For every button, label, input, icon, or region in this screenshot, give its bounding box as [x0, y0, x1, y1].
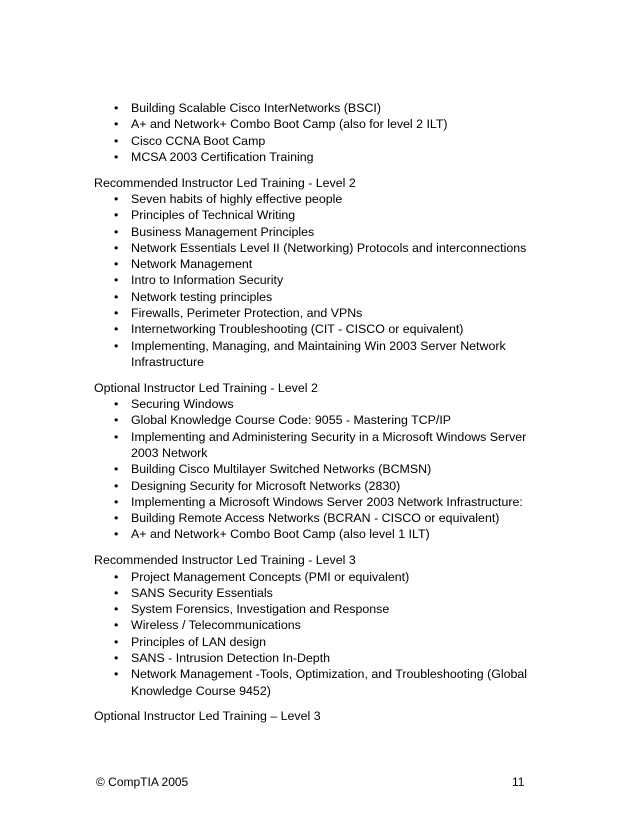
intro-bullet-list — [94, 100, 544, 165]
bullet-icon: • — [114, 306, 119, 321]
bullet-icon: • — [114, 478, 119, 493]
list-item-text: Implementing a Microsoft Windows Server 2003 Network Infrastructure: — [131, 494, 523, 509]
list-item-text: MCSA 2003 Certification Training — [131, 149, 314, 164]
bullet-icon: • — [114, 338, 119, 353]
list-item-text: Building Remote Access Networks (BCRAN - CISCO or equivalent) — [131, 511, 500, 526]
training-section — [94, 175, 544, 371]
list-item-text: Project Management Concepts (PMI or equivalent) — [131, 569, 410, 584]
bullet-icon: • — [114, 273, 119, 288]
sections-container — [94, 175, 544, 725]
bullet-icon: • — [114, 527, 119, 542]
training-section — [94, 708, 544, 724]
list-item-text: Network Management -Tools, Optimization, and Troubleshooting (Global Knowledge Course 9452) — [131, 667, 528, 698]
section-bullet-list — [94, 569, 544, 699]
page-content — [94, 100, 544, 725]
bullet-icon: • — [114, 651, 119, 665]
section-heading: Recommended Instructor Led Training - Level 2 — [94, 175, 356, 190]
list-item — [94, 494, 544, 510]
list-item-text: Designing Security for Microsoft Networks (2830) — [131, 478, 401, 493]
section-heading: Optional Instructor Led Training - Level 2 — [94, 380, 318, 395]
bullet-icon: • — [114, 191, 119, 206]
bullet-icon: • — [114, 569, 119, 584]
list-item — [94, 321, 544, 337]
bullet-icon: • — [114, 397, 119, 412]
list-item-text: Principles of LAN design — [131, 634, 266, 649]
list-item-text: Cisco CCNA Boot Camp — [131, 133, 266, 148]
bullet-icon: • — [114, 618, 119, 633]
list-item-text: A+ and Network+ Combo Boot Camp (also level 1 ILT) — [131, 527, 430, 542]
list-item — [94, 191, 544, 207]
list-item — [94, 478, 544, 494]
list-item — [94, 133, 544, 149]
list-item — [94, 585, 544, 601]
list-item — [94, 272, 544, 288]
bullet-icon: • — [114, 208, 119, 223]
list-item — [94, 256, 544, 272]
list-item-text: Internetworking Troubleshooting (CIT - CISCO or equivalent) — [131, 322, 464, 337]
list-item — [94, 224, 544, 240]
bullet-icon: • — [114, 322, 119, 337]
bullet-icon: • — [114, 413, 119, 428]
list-item-text: Wireless / Telecommunications — [131, 618, 301, 633]
bullet-icon: • — [114, 511, 119, 526]
footer-page-number: 11 — [512, 775, 525, 789]
list-item — [94, 526, 544, 542]
training-section — [94, 552, 544, 699]
bullet-icon: • — [114, 240, 119, 255]
bullet-icon: • — [114, 149, 119, 164]
list-item-text: Business Management Principles — [131, 224, 315, 239]
list-item-text: Network Essentials Level II (Networking) Protocols and interconnections — [131, 240, 527, 255]
list-item-text: Intro to Information Security — [131, 273, 284, 288]
list-item — [94, 510, 544, 526]
list-item — [94, 305, 544, 321]
list-item — [94, 429, 544, 462]
bullet-icon: • — [114, 429, 119, 444]
bullet-icon: • — [114, 602, 119, 617]
section-heading: Recommended Instructor Led Training - Level 3 — [94, 553, 356, 568]
footer-copyright: © CompTIA 2005 — [96, 775, 189, 789]
list-item — [94, 240, 544, 256]
section-bullet-list — [94, 396, 544, 543]
list-item — [94, 396, 544, 412]
bullet-icon: • — [114, 634, 119, 649]
list-item — [94, 569, 544, 585]
bullet-icon: • — [114, 133, 119, 148]
list-item — [94, 461, 544, 477]
list-item — [94, 601, 544, 617]
bullet-icon: • — [114, 667, 119, 682]
bullet-icon: • — [114, 494, 119, 509]
list-item — [94, 149, 544, 165]
list-item — [94, 116, 544, 132]
list-item-text: Implementing and Administering Security in a Microsoft Windows Server 2003 Network — [131, 429, 527, 460]
list-item — [94, 338, 544, 371]
section-heading: Optional Instructor Led Training – Level 3 — [94, 709, 321, 724]
list-item-text: Global Knowledge Course Code: 9055 - Mastering TCP/IP — [131, 413, 452, 428]
training-section — [94, 380, 544, 543]
list-item-text: SANS - Intrusion Detection In-Depth — [131, 651, 331, 665]
list-item-text: Implementing, Managing, and Maintaining Win 2003 Server Network Infrastructure — [131, 338, 506, 369]
list-item-text: Building Cisco Multilayer Switched Networks (BCMSN) — [131, 462, 432, 477]
bullet-icon: • — [114, 289, 119, 304]
list-item-text: Network Management — [131, 257, 253, 272]
list-item — [94, 412, 544, 428]
bullet-icon: • — [114, 257, 119, 272]
list-item-text: Securing Windows — [131, 397, 234, 412]
list-item — [94, 650, 544, 666]
bullet-icon: • — [114, 224, 119, 239]
list-item — [94, 617, 544, 633]
list-item-text: Principles of Technical Writing — [131, 208, 296, 223]
list-item — [94, 100, 544, 116]
list-item-text: A+ and Network+ Combo Boot Camp (also for level 2 ILT) — [131, 117, 448, 132]
bullet-icon: • — [114, 462, 119, 477]
list-item-text: Network testing principles — [131, 289, 273, 304]
list-item — [94, 666, 544, 699]
bullet-icon: • — [114, 101, 119, 115]
list-item-text: Firewalls, Perimeter Protection, and VPNs — [131, 306, 363, 321]
list-item-text: System Forensics, Investigation and Response — [131, 602, 390, 617]
list-item-text: SANS Security Essentials — [131, 585, 273, 600]
list-item — [94, 634, 544, 650]
section-bullet-list — [94, 191, 544, 370]
list-item-text: Building Scalable Cisco InterNetworks (BSCI) — [131, 101, 381, 115]
bullet-icon: • — [114, 117, 119, 132]
list-item — [94, 207, 544, 223]
list-item-text: Seven habits of highly effective people — [131, 191, 343, 206]
bullet-icon: • — [114, 585, 119, 600]
list-item — [94, 289, 544, 305]
